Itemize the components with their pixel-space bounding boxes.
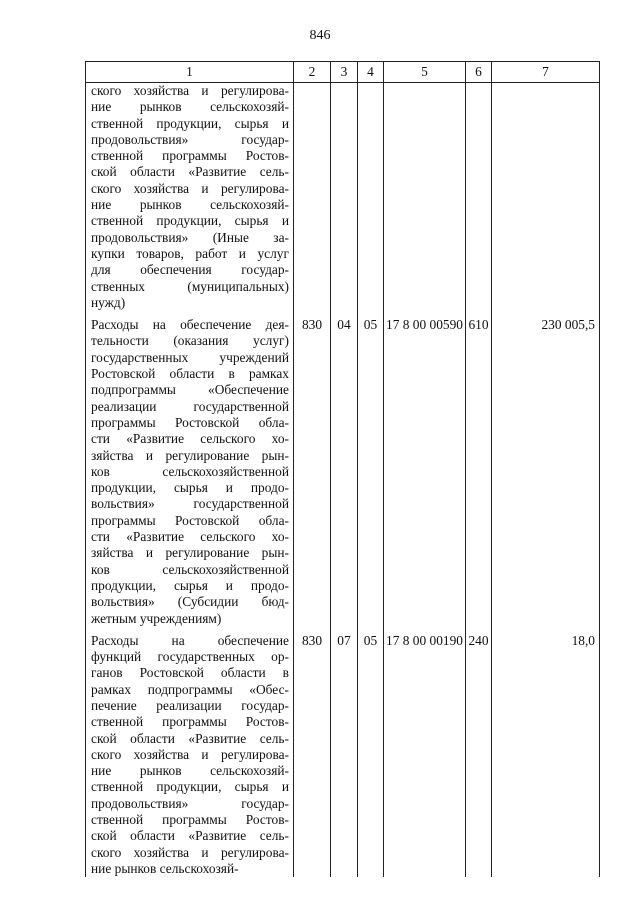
description-line: вольствия» (Субсидии бюд- <box>91 594 289 610</box>
description-line: реализации государственной <box>91 398 289 414</box>
row-section-code: 07 <box>331 627 358 877</box>
description-line: купки товаров, работ и услуг <box>91 245 289 261</box>
description-line: вольствия» государственной <box>91 496 289 512</box>
description-line: зяйства и регулирование рын- <box>91 447 289 463</box>
row-amount: 230 005,5 <box>492 311 600 627</box>
description-line: продовольствия» государ- <box>91 131 289 147</box>
description-line: Ростовской области в рамках <box>91 366 289 382</box>
description-line: программы Ростовской обла- <box>91 414 289 430</box>
description-line: продукции, сырья и продо- <box>91 480 289 496</box>
row-subsection-code <box>358 83 384 312</box>
row-subsection-code: 05 <box>358 627 384 877</box>
row-target-article: 17 8 00 00190 <box>384 627 466 877</box>
description-line: ского хозяйства и регулирова- <box>91 746 289 762</box>
header-col-7: 7 <box>492 62 600 83</box>
description-line: ние рынков сельскохозяй- <box>91 860 239 876</box>
description-line: Расходы на обеспечение <box>91 632 289 648</box>
table-row <box>86 627 600 877</box>
row-subsection-code: 05 <box>358 311 384 627</box>
description-line: ственных (муниципальных) <box>91 278 289 294</box>
description-line: государственных учреждений <box>91 349 289 365</box>
description-line: жетным учреждениям) <box>91 610 222 626</box>
description-line: ского хозяйства и регулирова- <box>91 83 289 98</box>
description-line: программы Ростовской обла- <box>91 512 289 528</box>
row-target-article: 17 8 00 00590 <box>384 311 466 627</box>
description-line: ского хозяйства и регулирова- <box>91 844 289 860</box>
table-row <box>86 83 600 312</box>
row-ministry-code <box>294 83 331 312</box>
description-line: печение реализации государ- <box>91 697 289 713</box>
description-line: ской области «Развитие сель- <box>91 164 289 180</box>
header-col-1: 1 <box>86 62 294 83</box>
description-line: ние рынков сельскохозяй- <box>91 763 289 779</box>
row-section-code: 04 <box>331 311 358 627</box>
row-description <box>86 311 294 627</box>
description-line: ственной программы Ростов- <box>91 148 289 164</box>
description-line: функций государственных ор- <box>91 649 289 665</box>
description-line: подпрограммы «Обеспечение <box>91 382 289 398</box>
row-ministry-code: 830 <box>294 627 331 877</box>
description-line: продовольствия» государ- <box>91 795 289 811</box>
description-line: зяйства и регулирование рын- <box>91 545 289 561</box>
header-row <box>86 62 600 83</box>
description-line: ственной продукции, сырья и <box>91 213 289 229</box>
description-line: рамках подпрограммы «Обес- <box>91 681 289 697</box>
header-col-3: 3 <box>331 62 358 83</box>
budget-table <box>85 61 600 877</box>
description-line: ственной продукции, сырья и <box>91 115 289 131</box>
description-line: ков сельскохозяйственной <box>91 561 289 577</box>
description-line: ской области «Развитие сель- <box>91 730 289 746</box>
description-line: сти «Развитие сельского хо- <box>91 431 289 447</box>
description-line: ние рынков сельскохозяй- <box>91 99 289 115</box>
description-line: ственной программы Ростов- <box>91 714 289 730</box>
header-col-5: 5 <box>384 62 466 83</box>
description-line: Расходы на обеспечение дея- <box>91 317 289 333</box>
description-line: ского хозяйства и регулирова- <box>91 180 289 196</box>
row-section-code <box>331 83 358 312</box>
description-line: сти «Развитие сельского хо- <box>91 529 289 545</box>
description-line: продукции, сырья и продо- <box>91 577 289 593</box>
page-number: 846 <box>309 28 331 43</box>
row-ministry-code: 830 <box>294 311 331 627</box>
header-col-4: 4 <box>358 62 384 83</box>
row-target-article <box>384 83 466 312</box>
description-line: нужд) <box>91 294 126 310</box>
description-line: ганов Ростовской области в <box>91 665 289 681</box>
description-line: для обеспечения государ- <box>91 262 289 278</box>
description-line: ние рынков сельскохозяй- <box>91 197 289 213</box>
header-col-2: 2 <box>294 62 331 83</box>
table-row <box>86 311 600 627</box>
description-line: ской области «Развитие сель- <box>91 828 289 844</box>
row-description <box>86 83 294 312</box>
description-line: ственной программы Ростов- <box>91 812 289 828</box>
row-expense-type <box>466 83 492 312</box>
header-col-6: 6 <box>466 62 492 83</box>
row-amount: 18,0 <box>492 627 600 877</box>
description-line: ственной продукции, сырья и <box>91 779 289 795</box>
description-line: тельности (оказания услуг) <box>91 333 289 349</box>
row-amount <box>492 83 600 312</box>
row-expense-type: 240 <box>466 627 492 877</box>
description-line: продовольствия» (Иные за- <box>91 229 289 245</box>
row-expense-type: 610 <box>466 311 492 627</box>
row-description <box>86 627 294 877</box>
description-line: ков сельскохозяйственной <box>91 463 289 479</box>
